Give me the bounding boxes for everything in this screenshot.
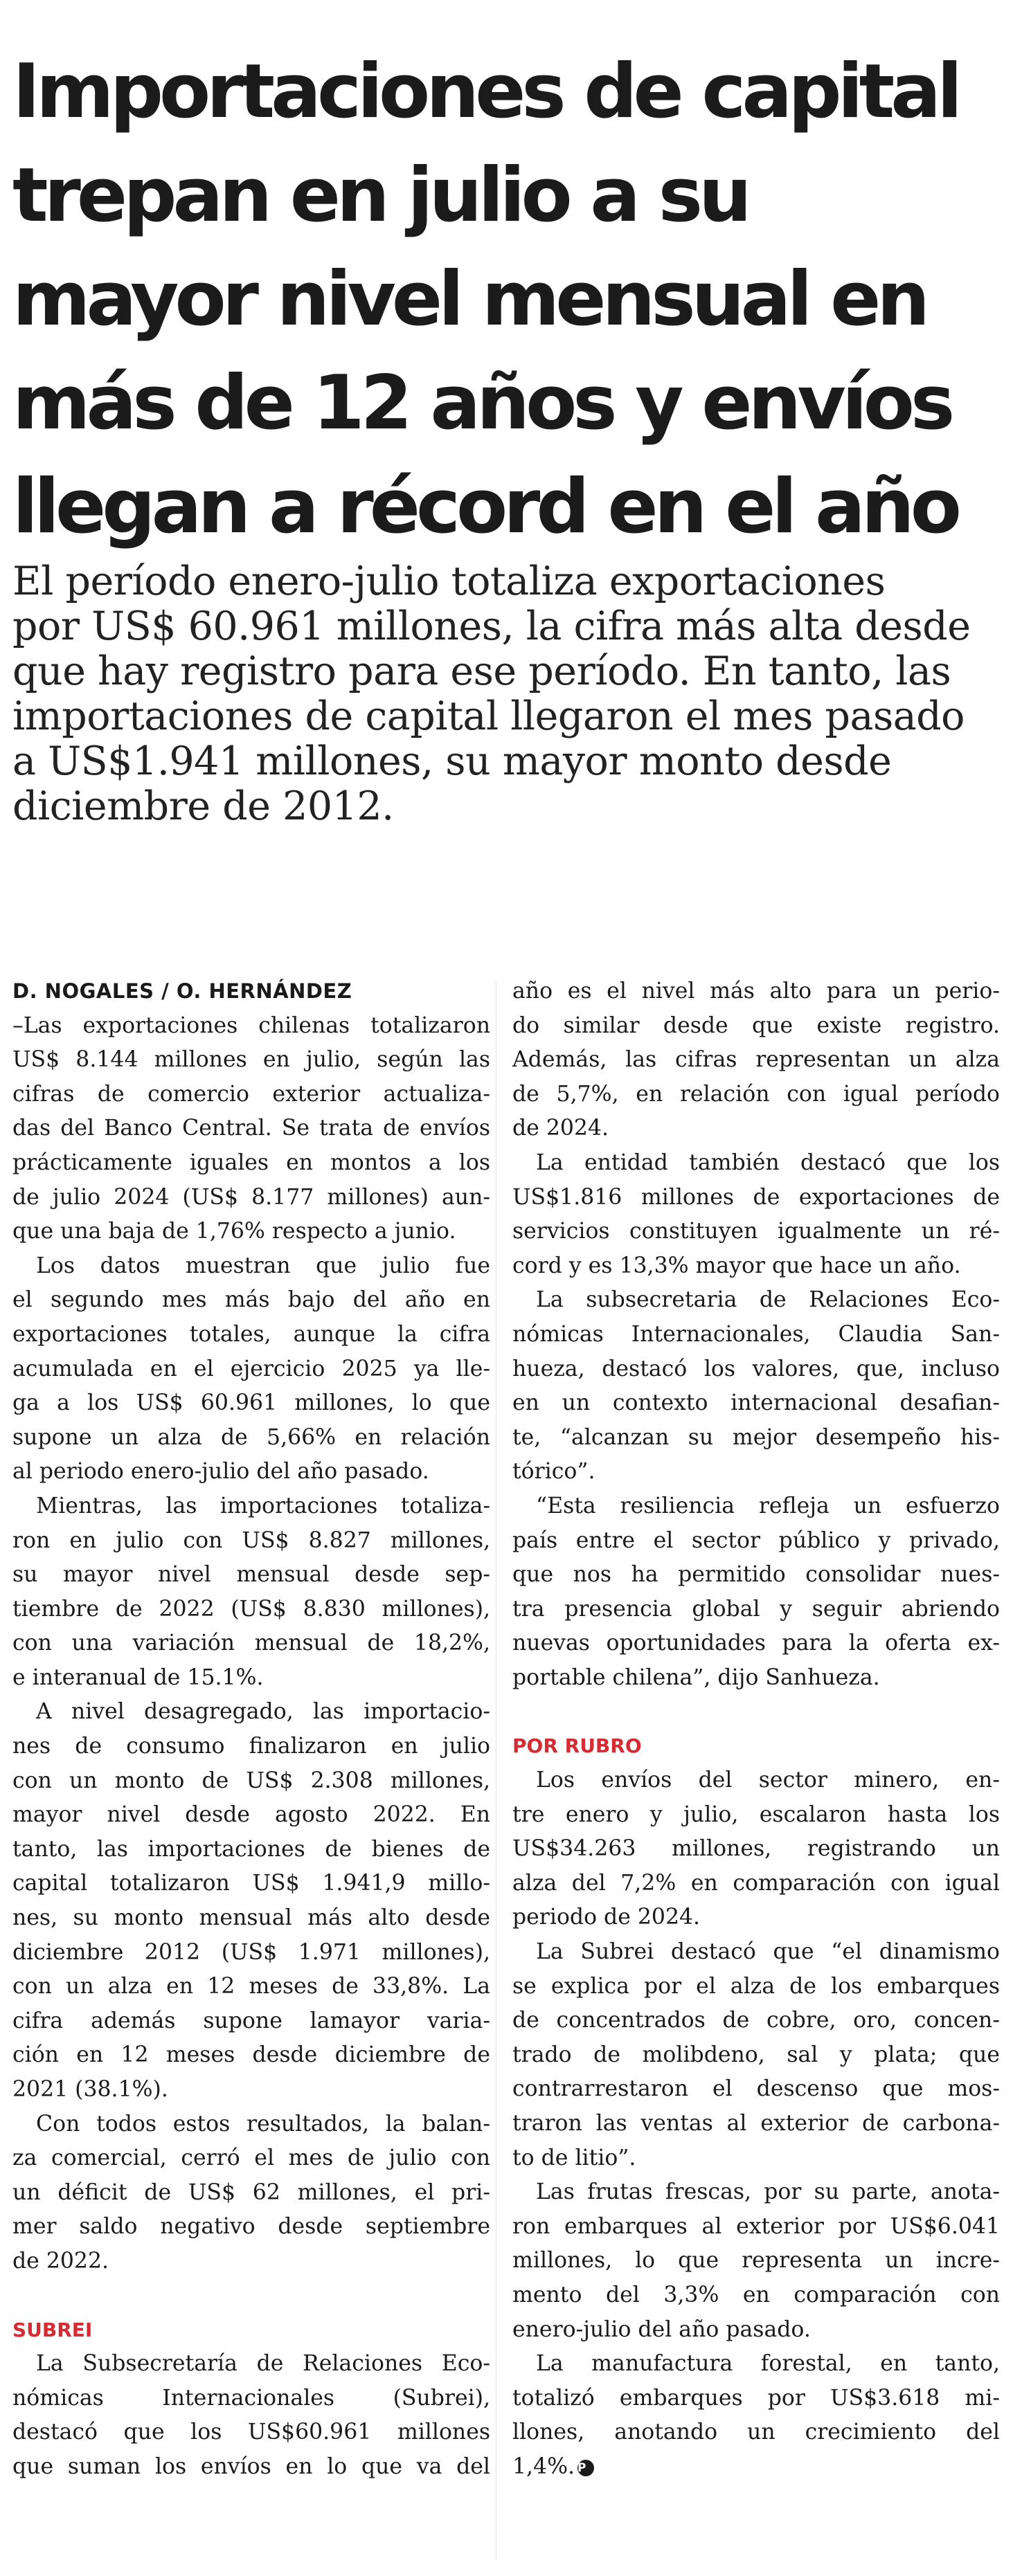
paragraph <box>512 1283 1000 1489</box>
text-line: Mientras, las importaciones totaliza- <box>36 1493 490 1518</box>
text-line: periodo de 2024. <box>512 1905 701 1930</box>
text-line: cifra además supone lamayor varia- <box>12 2008 490 2033</box>
text-line: servicios constituyen igualmente un ré- <box>512 1219 1000 1244</box>
text-line: La subsecretaria de Relaciones Eco- <box>536 1287 1000 1313</box>
text-line: do similar desde que existe registro. <box>512 1013 1000 1038</box>
text-line: año es el nivel más alto para un perio- <box>512 979 1000 1004</box>
text-line: un déficit de US$ 62 millones, el pri- <box>12 2179 490 2205</box>
text-line: mer saldo negativo desde septiembre <box>12 2214 490 2240</box>
text-line: destacó que los US$60.961 millones <box>12 2420 490 2445</box>
text-line: La Subsecretaría de Relaciones Eco- <box>36 2351 490 2377</box>
deck-subtitle <box>12 559 1010 829</box>
text-line: La manufactura forestal, en tanto, <box>536 2351 1000 2377</box>
text-line: trado de molibdeno, sal y plata; que <box>512 2042 1000 2067</box>
text-line: La Subrei destacó que “el dinamismo <box>536 1939 1000 1965</box>
text-line: con un monto de US$ 2.308 millones, <box>12 1768 490 1793</box>
paragraph <box>512 2347 1000 2484</box>
text-line: portable chilena”, dijo Sanhueza. <box>512 1665 880 1690</box>
text-line: das del Banco Central. Se trata de envíos <box>12 1116 490 1141</box>
text-line: ga a los US$ 60.961 millones, lo que <box>12 1390 490 1416</box>
text-line: ron en julio con US$ 8.827 millones, <box>12 1527 490 1553</box>
section-heading-subrei: SUBREI <box>12 2318 93 2341</box>
text-line: prácticamente iguales en montos a los <box>12 1150 490 1175</box>
text-line: que una baja de 1,76% respecto a junio. <box>12 1219 456 1244</box>
deck-line: a US$1.941 millones, su mayor monto desde <box>12 738 892 784</box>
paragraph <box>512 2175 1000 2347</box>
text-line: de concentrados de cobre, oro, concen- <box>512 2008 1000 2033</box>
paragraph <box>512 974 1000 1146</box>
headline-line: mayor nivel mensual en <box>12 256 926 343</box>
text-line: tórico”. <box>512 1459 595 1485</box>
text-line: tra presencia global y seguir abriendo <box>512 1596 1000 1622</box>
text-line: A nivel desagregado, las importacio- <box>36 1699 490 1725</box>
text-line: llones, anotando un crecimiento del <box>512 2420 1000 2445</box>
text-line: que nos ha permitido consolidar nues- <box>512 1562 1000 1588</box>
text-line: nómicas Internacionales (Subrei), <box>12 2385 490 2411</box>
text-line: traron las ventas al exterior de carbona- <box>512 2111 1000 2136</box>
headline <box>12 40 1010 559</box>
deck-line: que hay registro para ese período. En tanto, las <box>12 648 951 694</box>
text-line: se explica por el alza de los embarques <box>512 1973 1000 1999</box>
text-line: tanto, las importaciones de bienes de <box>12 1836 490 1862</box>
text-line: cifras de comercio exterior actualiza- <box>12 1081 490 1107</box>
text-line: al periodo enero-julio del año pasado. <box>12 1459 429 1485</box>
text-line: nes, su monto mensual más alto desde <box>12 1905 490 1931</box>
text-line: con una variación mensual de 18,2%, <box>12 1631 490 1656</box>
text-line: con un alza en 12 meses de 33,8%. La <box>12 1974 490 1999</box>
paragraph <box>12 1489 490 1696</box>
text-line: alza del 7,2% en comparación con igual <box>512 1870 1000 1896</box>
text-line: de 2022. <box>12 2248 109 2274</box>
text-line: mayor nivel desde agosto 2022. En <box>12 1802 490 1828</box>
text-line: totalizó embarques por US$3.618 mi- <box>512 2385 1000 2411</box>
text-line: Los datos muestran que julio fue <box>36 1253 490 1278</box>
headline-line: más de 12 años y envíos <box>12 360 951 446</box>
text-line: tre enero y julio, escalaron hasta los <box>512 1802 1000 1827</box>
paragraph <box>12 2347 490 2484</box>
text-line: ción en 12 meses desde diciembre de <box>12 2042 490 2068</box>
text-line: Además, las cifras representan un alza <box>512 1047 1000 1073</box>
text-line: exportaciones totales, aunque la cifra <box>12 1321 490 1347</box>
text-line: to de litio”. <box>512 2145 636 2170</box>
paragraph <box>12 1695 490 2107</box>
deck-line: por US$ 60.961 millones, la cifra más alta desde <box>12 604 971 649</box>
text-line: “Esta resiliencia refleja un esfuerzo <box>536 1493 1000 1518</box>
text-line: diciembre 2012 (US$ 1.971 millones), <box>12 1939 490 1965</box>
text-line: e interanual de 15.1%. <box>12 1665 264 1690</box>
paragraph <box>512 1146 1000 1283</box>
text-line: tiembre de 2022 (US$ 8.830 millones), <box>12 1596 490 1622</box>
text-line: hueza, destacó los valores, que, incluso <box>512 1356 1000 1381</box>
paragraph <box>512 1489 1000 1696</box>
text-line: La entidad también destacó que los <box>536 1150 1000 1175</box>
byline: D. NOGALES / O. HERNÁNDEZ <box>12 979 352 1003</box>
paragraph <box>12 1009 490 1249</box>
paragraph <box>512 1935 1000 2175</box>
headline-line: trepan en julio a su <box>12 152 748 239</box>
paragraph <box>12 2107 490 2279</box>
text-line: Las frutas frescas, por su parte, anota- <box>536 2179 1000 2205</box>
text-line: cord y es 13,3% mayor que hace un año. <box>512 1253 961 1278</box>
text-line: te, “alcanzan su mejor desempeño his- <box>512 1424 1000 1450</box>
text-line: ron embarques al exterior por US$6.041 <box>512 2213 1000 2239</box>
text-line: US$34.263 millones, registrando un <box>512 1836 1000 1862</box>
text-line: de 2024. <box>512 1116 609 1141</box>
text-line: za comercial, cerró el mes de julio con <box>12 2146 490 2171</box>
text-line: Los envíos del sector minero, en- <box>536 1768 1000 1793</box>
text-line: US$1.816 millones de exportaciones de <box>512 1184 1000 1210</box>
text-line: el segundo mes más bajo del año en <box>12 1287 490 1313</box>
article-column-left <box>12 974 490 2485</box>
text-line: Con todos estos resultados, la balan- <box>36 2111 490 2137</box>
text-line: nuevas oportunidades para la oferta ex- <box>512 1631 1000 1656</box>
text-line: supone un alza de 5,66% en relación <box>12 1424 490 1450</box>
text-line: nes de consumo finalizaron en julio <box>12 1734 490 1759</box>
section-heading-por-rubro: POR RUBRO <box>512 1734 642 1758</box>
text-line: país entre el sector público y privado, <box>512 1527 1000 1553</box>
text-line: de 5,7%, en relación con igual período <box>512 1081 1000 1107</box>
text-line: –Las exportaciones chilenas totalizaron <box>12 1013 490 1038</box>
end-mark-icon: P <box>577 2460 594 2476</box>
paragraph <box>512 1763 1000 1935</box>
text-line: de julio 2024 (US$ 8.177 millones) aun- <box>12 1184 490 1210</box>
text-line: mento del 3,3% en comparación con <box>512 2282 1000 2307</box>
text-line: en un contexto internacional desafian- <box>512 1390 1000 1416</box>
text-line: acumulada en el ejercicio 2025 ya lle- <box>12 1356 490 1381</box>
deck-line: diciembre de 2012. <box>12 783 394 829</box>
text-line: millones, lo que representa un incre- <box>512 2248 1000 2274</box>
text-line: contrarrestaron el descenso que mos- <box>512 2076 1000 2102</box>
headline-line: Importaciones de capital <box>12 48 959 135</box>
text-line: nómicas Internacionales, Claudia San- <box>512 1321 1000 1347</box>
text-line: 1,4%. P <box>512 2450 1000 2485</box>
text-line: capital totalizaron US$ 1.941,9 millo- <box>12 1871 490 1896</box>
paragraph <box>12 1249 490 1489</box>
deck-line: importaciones de capital llegaron el mes pasado <box>12 693 965 739</box>
text-line: su mayor nivel mensual desde sep- <box>12 1562 490 1588</box>
text-line: que suman los envíos en lo que va del <box>12 2453 490 2479</box>
text-line: 2021 (38.1%). <box>12 2077 168 2102</box>
article-column-right <box>512 974 1000 2485</box>
text-line: enero-julio del año pasado. <box>512 2316 811 2342</box>
headline-line: llegan a récord en el año <box>12 464 958 550</box>
text-line: US$ 8.144 millones en julio, según las <box>12 1047 490 1073</box>
deck-line: El período enero-julio totaliza exportaciones <box>12 559 886 604</box>
